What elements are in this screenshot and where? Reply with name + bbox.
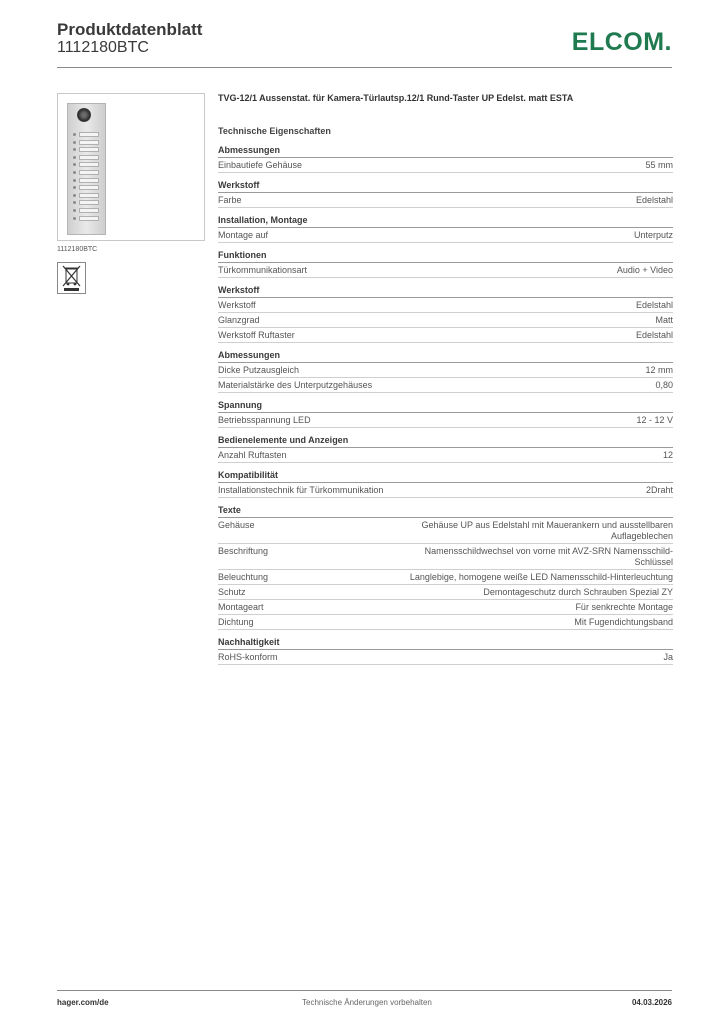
spec-value: Ja [663,652,673,662]
photo-caption: 1112180BTC [57,246,98,253]
spec-label: Werkstoff [218,300,256,310]
footer-divider [57,990,672,991]
spec-row [218,158,673,173]
panel-call-button-graphic [73,178,99,183]
spec-group-title: Texte [218,505,673,518]
spec-label: RoHS-konform [218,652,278,662]
spec-group [218,285,673,343]
spec-row [218,413,673,428]
panel-graphic [67,103,106,235]
spec-group [218,250,673,278]
panel-call-button-graphic [73,162,99,167]
spec-value: 0,80 [655,380,673,390]
panel-call-button-graphic [73,200,99,205]
elcom-logo: ELCOM. [571,28,672,56]
panel-call-button-graphic [73,185,99,190]
spec-value: 12 - 12 V [636,415,673,425]
spec-value: Edelstahl [635,195,673,205]
spec-value: 2Draht [645,485,673,495]
spec-value: Edelstahl [635,300,673,310]
spec-group-title: Nachhaltigkeit [218,637,673,650]
spec-label: Betriebsspannung LED [218,415,311,425]
spec-group [218,435,673,463]
spec-label: Farbe [218,195,242,205]
spec-row [218,448,673,463]
spec-group [218,470,673,498]
spec-group-title: Abmessungen [218,350,673,363]
panel-call-button-graphic [73,140,99,145]
spec-value: Audio + Video [616,265,673,275]
specifications-column [218,93,673,665]
weee-crossed-bin-icon [57,262,86,294]
spec-group [218,505,673,630]
spec-label: Materialstärke des Unterputzgehäuses [218,380,373,390]
spec-label: Beschriftung [218,546,269,556]
spec-group-title: Abmessungen [218,145,673,158]
spec-label: Beleuchtung [218,572,269,582]
spec-label: Installationstechnik für Türkommunikation [218,485,384,495]
spec-value: Langlebige, homogene weiße LED Namensschild-Hinterleuchtung [409,572,673,582]
spec-group-title: Installation, Montage [218,215,673,228]
spec-value: Für senkrechte Montage [575,602,673,612]
spec-group-title: Werkstoff [218,180,673,193]
spec-row [218,378,673,393]
spec-row [218,483,673,498]
spec-label: Montageart [218,602,264,612]
spec-groups [218,145,673,665]
spec-label: Schutz [218,587,246,597]
spec-row [218,615,673,630]
door-station-panel-image [57,93,205,241]
spec-value: Namensschildwechsel von vorne mit AVZ-SRN Namensschild-Schlüssel [424,546,673,567]
spec-row [218,600,673,615]
spec-row [218,313,673,328]
spec-label: Gehäuse [218,520,255,530]
section-heading: Technische Eigenschaften [218,126,331,136]
spec-row [218,570,673,585]
spec-row [218,298,673,313]
spec-row [218,544,673,570]
spec-row [218,650,673,665]
document-title: Produktdatenblatt [57,20,203,39]
spec-row [218,518,673,544]
spec-group-title: Bedienelemente und Anzeigen [218,435,673,448]
panel-call-button-graphic [73,147,99,152]
spec-value: Edelstahl [635,330,673,340]
spec-label: Dicke Putzausgleich [218,365,300,375]
spec-label: Werkstoff Ruftaster [218,330,295,340]
panel-call-button-graphic [73,208,99,213]
spec-value: Mit Fugendichtungsband [574,617,673,627]
spec-label: Glanzgrad [218,315,260,325]
camera-icon [77,108,91,122]
spec-group [218,637,673,665]
panel-call-button-graphic [73,155,99,160]
spec-value: Matt [655,315,673,325]
spec-group-title: Kompatibilität [218,470,673,483]
spec-value: Gehäuse UP aus Edelstahl mit Mauerankern und ausstellbaren Auflageblechen [421,520,673,541]
spec-label: Montage auf [218,230,269,240]
article-number: 1112180BTC [57,39,149,56]
footer-disclaimer: Technische Änderungen vorbehalten [302,998,432,1007]
spec-value: 12 [662,450,673,460]
spec-label: Dichtung [218,617,254,627]
spec-row [218,193,673,208]
spec-group-title: Spannung [218,400,673,413]
spec-label: Türkommunikationsart [218,265,308,275]
spec-row [218,263,673,278]
footer-date: 04.03.2026 [631,998,672,1007]
spec-value: 12 mm [645,365,673,375]
panel-call-button-graphic [73,193,99,198]
spec-group [218,400,673,428]
spec-group-title: Werkstoff [218,285,673,298]
spec-row [218,363,673,378]
spec-label: Einbautiefe Gehäuse [218,160,303,170]
spec-group [218,180,673,208]
product-title: TVG-12/1 Aussenstat. für Kamera-Türlautsp.12/1 Rund-Taster UP Edelst. matt ESTA [218,93,574,103]
product-image-column [57,93,207,294]
spec-value: Unterputz [633,230,673,240]
header-divider [57,67,672,68]
footer-website: hager.com/de [57,998,109,1007]
spec-value: Demontageschutz durch Schrauben Spezial ZY [483,587,673,597]
spec-group-title: Funktionen [218,250,673,263]
spec-label: Anzahl Ruftasten [218,450,287,460]
spec-row [218,228,673,243]
spec-value: 55 mm [645,160,673,170]
panel-call-button-graphic [73,132,99,137]
spec-row [218,328,673,343]
spec-group [218,215,673,243]
spec-group [218,350,673,393]
spec-row [218,585,673,600]
panel-call-button-graphic [73,170,99,175]
panel-call-button-graphic [73,216,99,221]
spec-group [218,145,673,173]
